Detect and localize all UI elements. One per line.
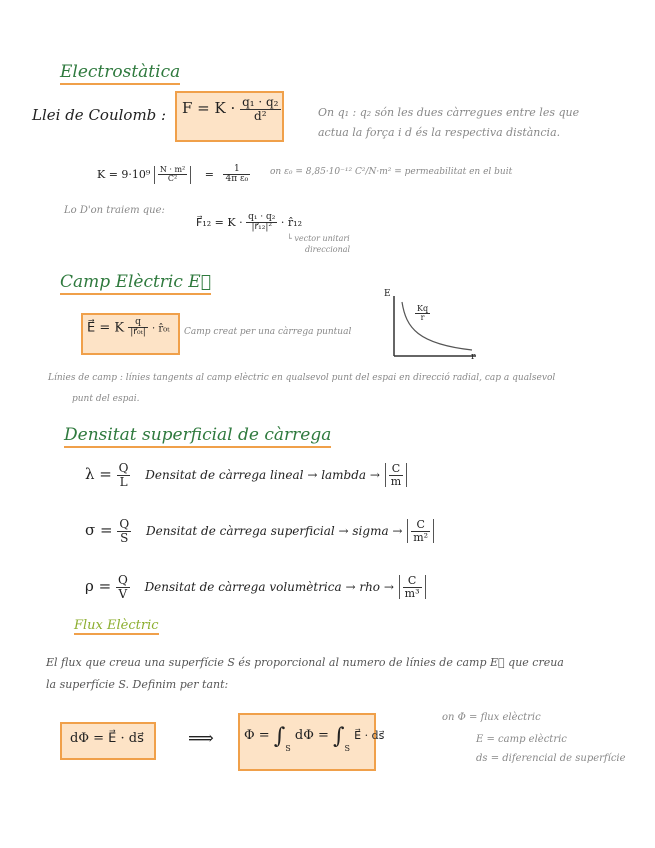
- density-frac: [116, 574, 130, 600]
- k-lhs: K = 9·10⁹: [97, 167, 151, 181]
- density-unit-num: C: [389, 463, 403, 476]
- graph-e-label: E: [384, 289, 391, 299]
- coulomb-fraction: [240, 96, 280, 122]
- density-unit-bracket: [399, 575, 426, 599]
- density-row-lambda: [85, 462, 407, 488]
- section-title-flux: Flux Elèctric: [74, 618, 159, 633]
- density-num: Q: [118, 461, 129, 475]
- graph-r-label: r: [471, 352, 476, 362]
- density-den: S: [120, 530, 129, 545]
- density-unit-den: m²: [413, 530, 429, 544]
- coulomb-num: q₁ · q₂: [242, 95, 279, 109]
- vec-lhs: F⃗₁₂ = K ·: [196, 215, 243, 229]
- flux-legend-1: on Φ = flux elèctric: [442, 712, 541, 723]
- graph-frac: [415, 305, 430, 323]
- flux-f2c: E⃗ · ds⃗: [354, 729, 385, 742]
- coulomb-formula: [182, 96, 281, 122]
- integral-sub: S: [285, 744, 291, 753]
- field-lhs: E⃗ = K: [87, 320, 125, 336]
- vec-den: |r⃗₁₂|²: [251, 222, 273, 233]
- density-row-sigma: [85, 518, 434, 544]
- flux-legend-2: E = camp elèctric: [476, 734, 567, 745]
- vec-tail: · r̂₁₂: [280, 215, 302, 229]
- density-row-rho: [85, 574, 426, 600]
- vector-note-2: direccional: [305, 245, 351, 254]
- vector-note-1: └ vector unitari: [287, 234, 350, 243]
- density-unit-bracket: [407, 519, 434, 543]
- field-tail: · r̂₀ₜ: [151, 323, 170, 335]
- coulomb-vector-formula: [196, 213, 302, 233]
- k-constant: [97, 165, 250, 185]
- field-formula: [87, 318, 170, 338]
- formula-k: K ·: [214, 99, 236, 118]
- field-frac: [128, 318, 148, 338]
- density-symbol: λ =: [85, 465, 112, 484]
- density-unit-den: m: [390, 474, 402, 488]
- field-den: |r⃗₀ₜ|: [130, 327, 146, 338]
- density-unit-num: C: [403, 575, 422, 588]
- density-text: Densitat de càrrega lineal → lambda →: [145, 468, 380, 483]
- field-num: q: [128, 318, 148, 328]
- implies-arrow: ⟹: [188, 728, 214, 749]
- formula-lhs: F =: [182, 99, 210, 118]
- flux-legend-3: ds = diferencial de superfície: [476, 753, 626, 764]
- density-unit-num: C: [411, 519, 430, 532]
- integral-sign-icon: ∫: [273, 724, 286, 749]
- k-frac-den: 4π ε₀: [225, 174, 249, 185]
- density-symbol: σ =: [85, 521, 113, 540]
- density-symbol: ρ =: [85, 577, 112, 596]
- field-lines-line2: punt del espai.: [72, 394, 140, 404]
- k-eq: =: [204, 167, 214, 181]
- vec-frac: [246, 213, 277, 233]
- integral-sub: S: [344, 744, 351, 753]
- k-frac-num: 1: [223, 165, 250, 175]
- field-lines-line1: Línies de camp : línies tangents al camp elèctric en qualsevol punt del espai en direcció radial, cap a qualsevol: [48, 373, 556, 383]
- coulomb-den: d²: [254, 108, 267, 123]
- graph-den: r: [420, 313, 425, 323]
- density-unit: [403, 575, 422, 599]
- flux-f2b: dΦ =: [294, 728, 329, 743]
- section-title-densitat: Densitat superficial de càrrega: [64, 425, 331, 448]
- density-text: Densitat de càrrega superficial → sigma →: [145, 524, 403, 539]
- density-frac: [117, 462, 131, 488]
- flux-integral-formula: [244, 724, 384, 753]
- flux-diff-formula: dΦ = E⃗ · ds⃗: [70, 731, 144, 746]
- k-unit-den: C²: [167, 174, 178, 184]
- coulomb-desc-line2: actua la força i d és la respectiva distància.: [318, 126, 561, 139]
- section-title-electrostatica: Electrostàtica: [60, 62, 180, 85]
- density-text: Densitat de càrrega volumètrica → rho →: [144, 580, 394, 595]
- density-unit: [411, 519, 430, 543]
- graph-num: Kq: [417, 304, 429, 313]
- vector-intro: Lo D'on traiem que:: [64, 205, 165, 216]
- graph-curve: [402, 302, 472, 350]
- section-title-camp-electric: Camp Elèctric E⃗: [60, 272, 211, 295]
- field-decay-graph: [380, 288, 480, 363]
- density-frac: [117, 518, 131, 544]
- field-note: Camp creat per una càrrega puntual: [184, 327, 352, 337]
- coulomb-label: Llei de Coulomb :: [32, 106, 167, 124]
- k-unit-num: N · m²: [159, 165, 186, 175]
- vec-num: q₁ · q₂: [248, 212, 276, 222]
- density-unit-den: m³: [404, 586, 420, 600]
- flux-f2a: Φ =: [244, 728, 270, 743]
- coulomb-desc-line1: On q₁ : q₂ són les dues càrregues entre les que: [318, 106, 580, 119]
- density-num: Q: [119, 517, 130, 531]
- density-den: L: [119, 474, 128, 489]
- flux-para-line1: El flux que creua una superfície S és proporcional al numero de línies de camp E⃗ que creua: [46, 656, 564, 669]
- flux-para-line2: la superfície S. Definim per tant:: [46, 678, 229, 691]
- integral-sign-icon: ∫: [333, 724, 345, 749]
- density-num: Q: [117, 573, 128, 587]
- k-desc: on ε₀ = 8,85·10⁻¹² C²/N·m² = permeabilitat en el buit: [270, 167, 513, 177]
- k-frac: [223, 165, 250, 185]
- k-unit: [158, 166, 187, 184]
- k-unit-bracket: [154, 166, 191, 184]
- density-unit: [389, 463, 403, 487]
- graph-formula: [415, 305, 430, 323]
- density-unit-bracket: [385, 463, 407, 487]
- density-den: V: [118, 586, 128, 601]
